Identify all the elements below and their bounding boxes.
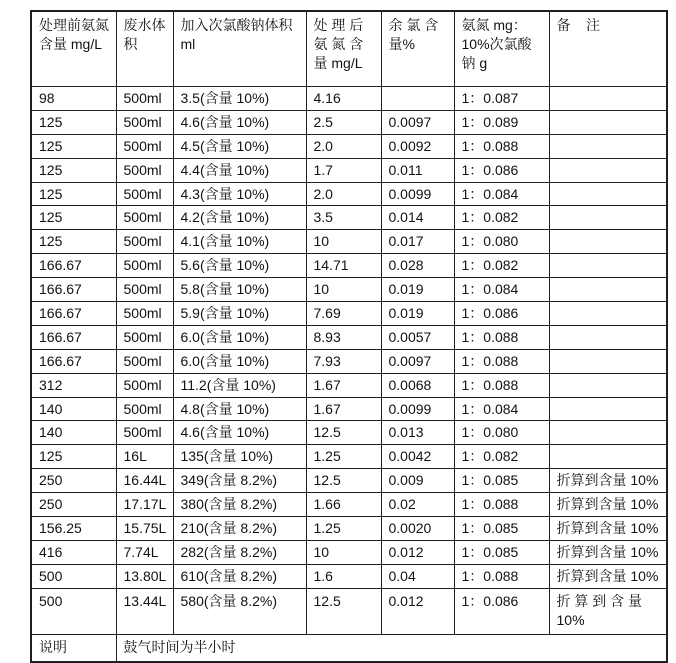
cell: 1：0.089 bbox=[454, 110, 549, 134]
cell: 1：0.088 bbox=[454, 134, 549, 158]
treatment-results-table-wrap bbox=[30, 10, 668, 663]
column-header-0: 处理前氨氮含量 mg/L bbox=[31, 11, 116, 87]
cell: 0.017 bbox=[381, 230, 454, 254]
cell: 12.5 bbox=[306, 469, 381, 493]
cell: 1：0.085 bbox=[454, 517, 549, 541]
cell: 7.69 bbox=[306, 302, 381, 326]
cell: 折算到含量 10% bbox=[549, 540, 667, 564]
cell: 0.0042 bbox=[381, 445, 454, 469]
cell: 1.6 bbox=[306, 564, 381, 588]
cell: 4.6(含量 10%) bbox=[173, 421, 306, 445]
cell: 125 bbox=[31, 134, 116, 158]
table-row bbox=[31, 110, 667, 134]
cell: 166.67 bbox=[31, 302, 116, 326]
column-header-1: 废水体积 bbox=[116, 11, 173, 87]
table-row bbox=[31, 445, 667, 469]
cell: 500 bbox=[31, 588, 116, 634]
cell: 380(含量 8.2%) bbox=[173, 493, 306, 517]
header-row bbox=[31, 11, 667, 87]
cell: 1.67 bbox=[306, 373, 381, 397]
cell: 0.0097 bbox=[381, 110, 454, 134]
table-row bbox=[31, 182, 667, 206]
note-label: 说明 bbox=[31, 634, 116, 662]
treatment-results-table bbox=[30, 10, 668, 663]
cell: 0.0068 bbox=[381, 373, 454, 397]
cell: 7.74L bbox=[116, 540, 173, 564]
cell: 500 bbox=[31, 564, 116, 588]
cell: 4.16 bbox=[306, 87, 381, 111]
cell: 1.66 bbox=[306, 493, 381, 517]
cell: 13.80L bbox=[116, 564, 173, 588]
cell: 125 bbox=[31, 230, 116, 254]
cell: 0.019 bbox=[381, 302, 454, 326]
cell: 580(含量 8.2%) bbox=[173, 588, 306, 634]
cell: 1：0.082 bbox=[454, 254, 549, 278]
cell: 4.3(含量 10%) bbox=[173, 182, 306, 206]
table-row bbox=[31, 206, 667, 230]
table-row bbox=[31, 278, 667, 302]
cell: 500ml bbox=[116, 397, 173, 421]
cell: 500ml bbox=[116, 278, 173, 302]
cell: 1：0.088 bbox=[454, 349, 549, 373]
cell: 166.67 bbox=[31, 325, 116, 349]
cell: 4.2(含量 10%) bbox=[173, 206, 306, 230]
cell: 1：0.088 bbox=[454, 325, 549, 349]
cell: 349(含量 8.2%) bbox=[173, 469, 306, 493]
cell: 500ml bbox=[116, 349, 173, 373]
cell: 312 bbox=[31, 373, 116, 397]
table-row bbox=[31, 325, 667, 349]
cell: 12.5 bbox=[306, 421, 381, 445]
cell: 5.9(含量 10%) bbox=[173, 302, 306, 326]
cell: 5.6(含量 10%) bbox=[173, 254, 306, 278]
cell: 17.17L bbox=[116, 493, 173, 517]
cell: 13.44L bbox=[116, 588, 173, 634]
table-row bbox=[31, 158, 667, 182]
cell: 1.25 bbox=[306, 445, 381, 469]
cell: 1.7 bbox=[306, 158, 381, 182]
cell: 250 bbox=[31, 493, 116, 517]
table-row bbox=[31, 230, 667, 254]
table-header bbox=[31, 11, 667, 87]
cell bbox=[549, 325, 667, 349]
cell: 210(含量 8.2%) bbox=[173, 517, 306, 541]
cell: 2.0 bbox=[306, 182, 381, 206]
column-header-6: 备 注 bbox=[549, 11, 667, 87]
cell bbox=[549, 230, 667, 254]
cell: 6.0(含量 10%) bbox=[173, 325, 306, 349]
cell bbox=[549, 110, 667, 134]
cell: 16.44L bbox=[116, 469, 173, 493]
cell: 125 bbox=[31, 206, 116, 230]
cell: 156.25 bbox=[31, 517, 116, 541]
cell: 4.8(含量 10%) bbox=[173, 397, 306, 421]
cell bbox=[549, 373, 667, 397]
cell: 0.0099 bbox=[381, 182, 454, 206]
cell bbox=[549, 254, 667, 278]
cell: 500ml bbox=[116, 110, 173, 134]
cell: 500ml bbox=[116, 302, 173, 326]
cell: 4.6(含量 10%) bbox=[173, 110, 306, 134]
cell: 7.93 bbox=[306, 349, 381, 373]
cell: 折 算 到 含 量 10% bbox=[549, 588, 667, 634]
cell: 500ml bbox=[116, 373, 173, 397]
cell: 0.0057 bbox=[381, 325, 454, 349]
table-row bbox=[31, 397, 667, 421]
cell: 282(含量 8.2%) bbox=[173, 540, 306, 564]
cell: 500ml bbox=[116, 87, 173, 111]
cell: 折算到含量 10% bbox=[549, 517, 667, 541]
table-body bbox=[31, 87, 667, 662]
table-row bbox=[31, 87, 667, 111]
table-row bbox=[31, 588, 667, 634]
cell: 2.0 bbox=[306, 134, 381, 158]
column-header-5: 氨氮 mg：10%次氯酸钠 g bbox=[454, 11, 549, 87]
cell: 125 bbox=[31, 110, 116, 134]
cell: 3.5(含量 10%) bbox=[173, 87, 306, 111]
column-header-3: 处 理 后 氨 氮 含 量 mg/L bbox=[306, 11, 381, 87]
cell: 4.1(含量 10%) bbox=[173, 230, 306, 254]
cell bbox=[549, 158, 667, 182]
cell: 1：0.082 bbox=[454, 445, 549, 469]
cell: 250 bbox=[31, 469, 116, 493]
cell bbox=[549, 134, 667, 158]
cell: 1：0.084 bbox=[454, 278, 549, 302]
note-row bbox=[31, 634, 667, 662]
cell: 500ml bbox=[116, 206, 173, 230]
cell: 11.2(含量 10%) bbox=[173, 373, 306, 397]
cell: 0.019 bbox=[381, 278, 454, 302]
cell: 1：0.086 bbox=[454, 302, 549, 326]
cell: 0.014 bbox=[381, 206, 454, 230]
cell: 500ml bbox=[116, 230, 173, 254]
cell: 1：0.080 bbox=[454, 230, 549, 254]
cell: 14.71 bbox=[306, 254, 381, 278]
cell: 5.8(含量 10%) bbox=[173, 278, 306, 302]
cell: 15.75L bbox=[116, 517, 173, 541]
cell: 140 bbox=[31, 421, 116, 445]
table-row bbox=[31, 302, 667, 326]
cell: 500ml bbox=[116, 134, 173, 158]
cell: 6.0(含量 10%) bbox=[173, 349, 306, 373]
cell: 2.5 bbox=[306, 110, 381, 134]
cell: 1：0.086 bbox=[454, 588, 549, 634]
cell bbox=[549, 302, 667, 326]
cell: 1：0.085 bbox=[454, 469, 549, 493]
cell: 0.009 bbox=[381, 469, 454, 493]
cell bbox=[549, 445, 667, 469]
cell: 98 bbox=[31, 87, 116, 111]
cell: 500ml bbox=[116, 182, 173, 206]
cell: 135(含量 10%) bbox=[173, 445, 306, 469]
cell: 1：0.088 bbox=[454, 373, 549, 397]
cell: 1：0.084 bbox=[454, 182, 549, 206]
cell: 0.0099 bbox=[381, 397, 454, 421]
table-row bbox=[31, 373, 667, 397]
cell: 166.67 bbox=[31, 349, 116, 373]
table-row bbox=[31, 469, 667, 493]
cell: 1：0.088 bbox=[454, 493, 549, 517]
cell: 1：0.084 bbox=[454, 397, 549, 421]
cell: 1：0.082 bbox=[454, 206, 549, 230]
cell bbox=[549, 278, 667, 302]
column-header-2: 加入次氯酸钠体积ml bbox=[173, 11, 306, 87]
cell: 0.0097 bbox=[381, 349, 454, 373]
cell: 140 bbox=[31, 397, 116, 421]
cell bbox=[549, 397, 667, 421]
cell: 10 bbox=[306, 230, 381, 254]
cell: 0.0092 bbox=[381, 134, 454, 158]
cell bbox=[549, 206, 667, 230]
cell: 折算到含量 10% bbox=[549, 564, 667, 588]
table-row bbox=[31, 349, 667, 373]
cell: 610(含量 8.2%) bbox=[173, 564, 306, 588]
cell: 16L bbox=[116, 445, 173, 469]
cell: 0.012 bbox=[381, 588, 454, 634]
cell: 10 bbox=[306, 540, 381, 564]
table-row bbox=[31, 254, 667, 278]
cell: 0.028 bbox=[381, 254, 454, 278]
cell: 125 bbox=[31, 182, 116, 206]
cell: 0.0020 bbox=[381, 517, 454, 541]
cell: 500ml bbox=[116, 254, 173, 278]
cell bbox=[549, 182, 667, 206]
cell: 0.011 bbox=[381, 158, 454, 182]
table-row bbox=[31, 564, 667, 588]
cell bbox=[549, 87, 667, 111]
cell: 10 bbox=[306, 278, 381, 302]
cell: 1：0.080 bbox=[454, 421, 549, 445]
cell: 1.67 bbox=[306, 397, 381, 421]
cell: 500ml bbox=[116, 325, 173, 349]
cell: 1：0.088 bbox=[454, 564, 549, 588]
cell: 166.67 bbox=[31, 254, 116, 278]
cell: 125 bbox=[31, 445, 116, 469]
cell: 0.012 bbox=[381, 540, 454, 564]
cell: 500ml bbox=[116, 158, 173, 182]
cell: 12.5 bbox=[306, 588, 381, 634]
cell: 0.04 bbox=[381, 564, 454, 588]
cell: 1.25 bbox=[306, 517, 381, 541]
table-row bbox=[31, 421, 667, 445]
cell: 1：0.087 bbox=[454, 87, 549, 111]
table-row bbox=[31, 517, 667, 541]
cell: 3.5 bbox=[306, 206, 381, 230]
cell: 500ml bbox=[116, 421, 173, 445]
cell: 1：0.086 bbox=[454, 158, 549, 182]
cell: 折算到含量 10% bbox=[549, 469, 667, 493]
cell: 166.67 bbox=[31, 278, 116, 302]
cell: 折算到含量 10% bbox=[549, 493, 667, 517]
cell: 4.4(含量 10%) bbox=[173, 158, 306, 182]
table-row bbox=[31, 540, 667, 564]
column-header-4: 余 氯 含 量% bbox=[381, 11, 454, 87]
table-row bbox=[31, 493, 667, 517]
cell bbox=[549, 421, 667, 445]
cell: 0.013 bbox=[381, 421, 454, 445]
cell bbox=[381, 87, 454, 111]
cell: 1：0.085 bbox=[454, 540, 549, 564]
cell: 125 bbox=[31, 158, 116, 182]
table-row bbox=[31, 134, 667, 158]
cell: 8.93 bbox=[306, 325, 381, 349]
cell bbox=[549, 349, 667, 373]
cell: 0.02 bbox=[381, 493, 454, 517]
cell: 4.5(含量 10%) bbox=[173, 134, 306, 158]
note-text: 鼓气时间为半小时 bbox=[116, 634, 667, 662]
cell: 416 bbox=[31, 540, 116, 564]
